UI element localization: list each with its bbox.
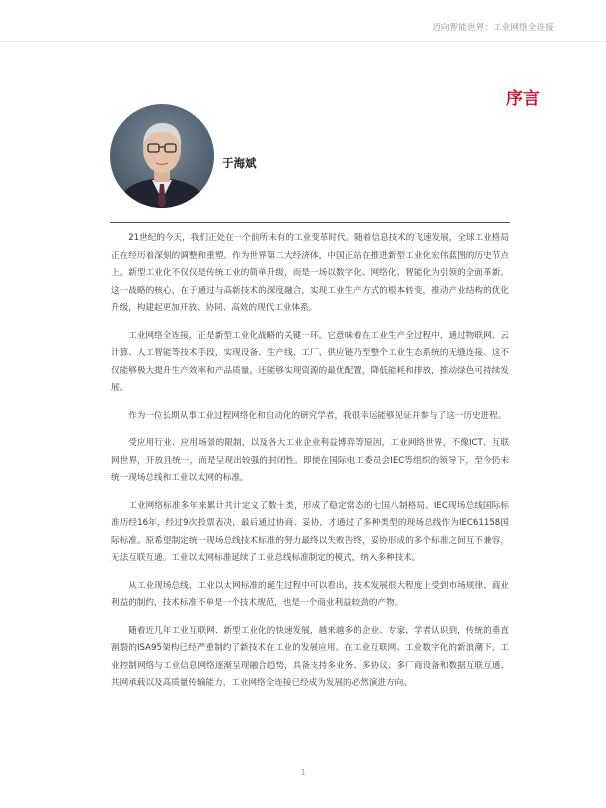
paragraph: 随着近几年工业互联网、新型工业化的快速发展，越来越多的企业、专家、学者认识到，传统的垂直割裂的ISA95架构已经严重制约了新技术在工业的发展应用。在工业互联网、工业数字化的新浪潮下，工业控制网络与工业信息网络逐渐呈现融合趋势，具备支持多业务、多协议、多厂商设备和数据互联互通、共网承载以及高质量传输能力，工业网络全连接已经成为发展的必然演进方向。: [111, 625, 509, 688]
running-header-title: 迈向智能世界：工业网络全连接: [432, 23, 554, 33]
author-divider: [110, 222, 510, 223]
author-block: [110, 104, 510, 222]
paragraph: 从工业现场总线、工业以太网标准的诞生过程中可以看出，技术发展很大程度上受到市场规律、商业利益的制约，技术标准不单是一个技术规范，也是一个商业利益较劲的产物。: [111, 580, 509, 608]
preface-body: [111, 230, 509, 703]
page-number: 1: [300, 768, 306, 777]
paragraph: 工业网络标准多年来累计共计定义了数十类，形成了稳定常态的七国八制格局。IEC现场总线国际标准历经16年，经过9次投票表决，最后通过协商、妥协，才通过了多种类型的现场总线作为IEC61158国际标准。原希望制定统一现场总线技术标准的努力最终以失败告终，妥协形成的多个标准之间互不兼容，无法互联互通。工业以太网标准延续了工业总线标准制定的模式，纳入多种技术。: [111, 500, 509, 563]
paragraph: 21世纪的今天，我们正处在一个前所未有的工业变革时代。随着信息技术的飞速发展，全球工业格局正在经历着深刻的调整和重塑。作为世界第二大经济体，中国正站在推进新型工业化宏伟蓝图的历史节点上。新型工业化不仅仅是传统工业的简单升级，而是一场以数字化、网络化、智能化为引领的全面革新。这一战略的核心，在于通过与高新技术的深度融合，实现工业生产方式的根本转变，推动产业结构的优化升级，构建起更加开放、协同、高效的现代工业体系。: [111, 233, 509, 313]
section-title: 序言: [506, 89, 540, 109]
header-divider: [0, 41, 606, 42]
paragraph: 受应用行业、应用场景的限制，以及各大工业企业利益博弈等原因，工业网络世界，不像ICT、互联网世界，开放且统一，而是呈现出较强的封闭性。即使在国际电工委员会IEC等组织的领导下，至今仍未统一现场总线和工业以太网的标准。: [111, 438, 509, 483]
author-name: 于海斌: [222, 156, 257, 170]
paragraph: 工业网络全连接，正是新型工业化战略的关键一环。它意味着在工业生产全过程中，通过物联网、云计算、人工智能等技术手段，实现设备、生产线、工厂、供应链乃至整个工业生态系统的无缝连接。这不仅能够极大提升生产效率和产品质量，还能够实现资源的最优配置，降低能耗和排放，推动绿色可持续发展。: [111, 330, 509, 393]
paragraph: 作为一位长期从事工业过程网络化和自动化的研究学者，我很幸运能够见证并参与了这一历史进程。: [128, 410, 507, 421]
author-portrait: [110, 104, 214, 208]
